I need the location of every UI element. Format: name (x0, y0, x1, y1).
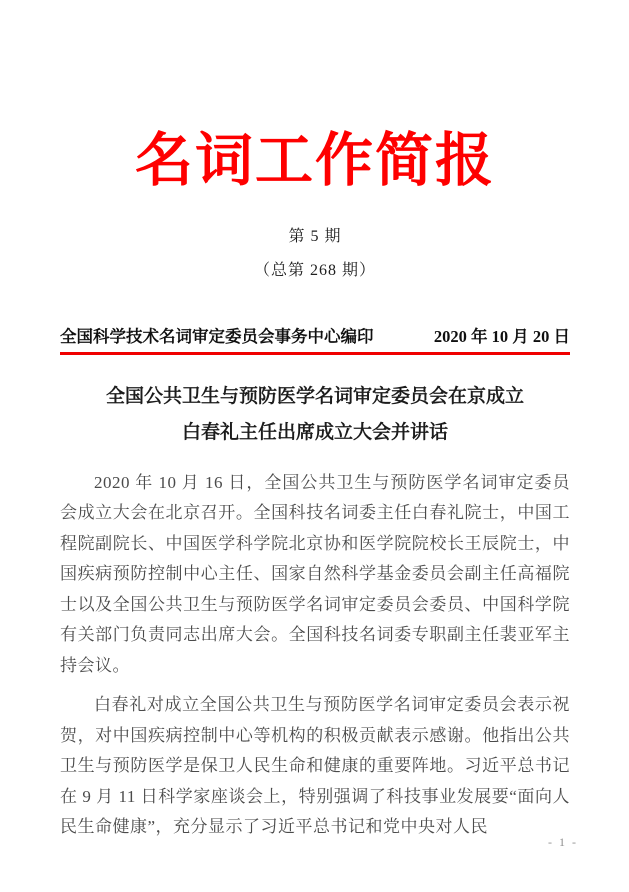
article-body (60, 468, 570, 843)
issue-number: 第 5 期 (288, 227, 342, 245)
issue-total-number: （总第 268 期） (253, 261, 376, 279)
article-heading (60, 379, 570, 451)
page-number: - 1 - (548, 835, 578, 849)
red-divider-rule (60, 352, 570, 355)
publish-date: 2020 年 10 月 20 日 (433, 326, 570, 346)
article-heading-line1: 全国公共卫生与预防医学名词审定委员会在京成立 (105, 385, 524, 407)
article-heading-line2: 白春礼主任出席成立大会并讲话 (181, 421, 448, 443)
publisher-line (60, 323, 570, 347)
bulletin-title: 名词工作简报 (134, 128, 495, 193)
article-paragraph-2: 白春礼对成立全国公共卫生与预防医学名词审定委员会表示祝贺，对中国疾病控制中心等机构的积极贡献表示感谢。他指出公共卫生与预防医学是保卫人民生命和健康的重要阵地。习近平总书记在 9 月 11 日科学家座谈会上，特别强调了科技事业发展要“面向人民生命健康”，充分显示了习近平总书记和党中央对人民 (60, 695, 570, 837)
publisher-name: 全国科学技术名词审定委员会事务中心编印 (60, 326, 374, 346)
article-paragraph-1: 2020 年 10 月 16 日，全国公共卫生与预防医学名词审定委员会成立大会在北京召开。全国科技名词委主任白春礼院士，中国工程院副院长、中国医学科学院北京协和医学院院校长王辰院士，中国疾病预防控制中心主任、国家自然科学基金委员会副主任高福院士以及全国公共卫生与预防医学名词审定委员会委员、中国科学院有关部门负责同志出席大会。全国科技名词委专职副主任裴亚军主持会议。 (60, 472, 570, 675)
